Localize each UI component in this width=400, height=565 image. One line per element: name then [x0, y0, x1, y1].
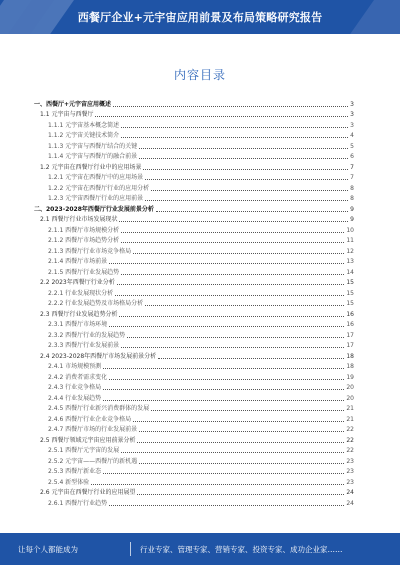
toc-entry-text: 2.1.1 西餐厅市场规模分析: [48, 226, 120, 234]
toc-entry-text: 1.2.1 元宇宙在西餐厅中的应用场景: [48, 174, 144, 181]
toc-entry[interactable]: [34, 150, 354, 161]
toc-page-number: 22: [346, 436, 354, 444]
toc-leader-dots: [139, 148, 348, 149]
toc-page-number: 23: [346, 478, 354, 486]
toc-page-number: 8: [350, 195, 354, 202]
table-of-contents: [34, 97, 354, 507]
toc-leader-dots: [103, 389, 344, 390]
toc-page-number: 11: [346, 237, 354, 244]
toc-entry[interactable]: [34, 475, 354, 486]
toc-page-number: 24: [346, 489, 354, 496]
toc-entry-text: 2.3.3 西餐厅行业发展前景: [48, 342, 120, 349]
toc-entry[interactable]: [34, 339, 354, 350]
toc-entry-text: 2.6 元宇宙在西餐厅行业的应用展望: [40, 489, 136, 496]
toc-page-number: 3: [350, 121, 354, 129]
toc-entry[interactable]: [34, 139, 354, 150]
toc-page-number: 16: [346, 310, 354, 318]
toc-entry-text: 2.4.7 西餐厅市场的行业发展前景: [48, 426, 138, 433]
toc-entry-text: 2.4.4 行业发展趋势: [48, 394, 102, 402]
toc-entry[interactable]: [34, 118, 354, 129]
toc-entry-text: 2.5.2 元宇宙——西餐厅的新机遇: [48, 457, 138, 465]
toc-page-number: 20: [346, 394, 354, 402]
toc-entry-text: 2.3.1 西餐厅市场环境: [48, 321, 108, 328]
toc-page-number: 15: [346, 289, 354, 297]
toc-entry[interactable]: [34, 381, 354, 392]
toc-entry-text: 2.2.2 行业发展趋势及市场格局分析: [48, 300, 144, 307]
toc-leader-dots: [121, 242, 344, 243]
toc-leader-dots: [121, 127, 348, 128]
toc-leader-dots: [121, 452, 344, 453]
toc-entry[interactable]: [34, 160, 354, 171]
toc-leader-dots: [119, 221, 348, 222]
toc-entry-text: 2.3.2 西餐厅行业的发展趋势: [48, 331, 126, 339]
toc-entry[interactable]: [34, 202, 354, 213]
toc-page-number: 9: [350, 216, 354, 223]
toc-entry-text: 1.2.2 元宇宙在西餐厅行业的应用分析: [48, 184, 150, 192]
toc-leader-dots: [117, 284, 345, 285]
toc-leader-dots: [133, 421, 344, 422]
toc-entry-text: 2.5 西餐厅领域元宇宙应用前景分析: [40, 436, 136, 444]
toc-entry-text: 1.1.2 元宇宙关键技术简介: [48, 132, 120, 139]
toc-leader-dots: [121, 347, 344, 348]
toc-leader-dots: [139, 463, 344, 464]
toc-leader-dots: [139, 431, 344, 432]
toc-page-number: 18: [346, 363, 354, 370]
toc-entry[interactable]: [34, 465, 354, 476]
toc-leader-dots: [115, 295, 344, 296]
toc-leader-dots: [137, 494, 344, 495]
toc-page-number: 16: [346, 321, 354, 328]
toc-page-number: 17: [346, 331, 354, 339]
toc-entry[interactable]: [34, 244, 354, 255]
toc-page-number: 15: [346, 279, 354, 286]
toc-page-number: 21: [346, 405, 354, 412]
toc-page-number: 14: [346, 268, 354, 276]
toc-entry[interactable]: [34, 412, 354, 423]
toc-entry-text: 1.1.1 元宇宙基本概念简述: [48, 121, 120, 129]
toc-entry-text: 2.4.5 西餐厅行业新兴消费群体的发展: [48, 405, 150, 412]
toc-page-number: 13: [346, 258, 354, 265]
toc-entry-text: 2.1.3 西餐厅行业市场竞争格局: [48, 247, 132, 255]
toc-page-number: 22: [346, 426, 354, 433]
toc-leader-dots: [103, 473, 344, 474]
toc-entry[interactable]: [34, 129, 354, 140]
toc-entry-text: 2.2.1 行业发展现状分析: [48, 289, 114, 297]
toc-page-number: 18: [346, 352, 354, 360]
toc-entry[interactable]: [34, 318, 354, 329]
toc-entry[interactable]: [34, 97, 354, 108]
toc-leader-dots: [151, 410, 344, 411]
toc-leader-dots: [145, 305, 344, 306]
toc-entry[interactable]: [34, 171, 354, 182]
toc-leader-dots: [121, 232, 344, 233]
toc-page-number: 7: [350, 163, 354, 171]
toc-entry[interactable]: [34, 276, 354, 287]
toc-entry-text: 2.5.1 西餐厅元宇宙的发展: [48, 447, 120, 454]
toc-page-number: 5: [350, 142, 354, 150]
toc-entry[interactable]: [34, 370, 354, 381]
footer-divider: [130, 542, 131, 556]
toc-page-number: 10: [346, 226, 354, 234]
toc-entry-text: 2.1.5 西餐厅行业发展趋势: [48, 268, 120, 276]
toc-entry[interactable]: [34, 454, 354, 465]
toc-leader-dots: [139, 158, 348, 159]
toc-entry-text: 2.5.3 西餐厅新业态: [48, 468, 102, 475]
toc-page-number: 24: [346, 499, 354, 507]
toc-entry[interactable]: [34, 496, 354, 507]
toc-leader-dots: [109, 326, 344, 327]
toc-page-number: 3: [350, 111, 354, 118]
toc-entry[interactable]: [34, 349, 354, 360]
footer-roles: 行业专家、管理专家、营销专家、投资专家、成功企业家……: [140, 545, 343, 554]
toc-page-number: 22: [346, 447, 354, 454]
toc-entry[interactable]: [34, 223, 354, 234]
toc-entry-text: 2.2 2023年西餐厅行业分析: [40, 279, 115, 286]
toc-leader-dots: [109, 505, 344, 506]
toc-page-number: 19: [346, 373, 354, 381]
toc-entry[interactable]: [34, 307, 354, 318]
toc-entry[interactable]: [34, 213, 354, 224]
toc-entry[interactable]: [34, 402, 354, 413]
toc-entry-text: 2.1.2 西餐厅市场趋势分析: [48, 237, 120, 244]
toc-entry-text: 2.4.3 行业竞争格局: [48, 384, 102, 391]
toc-entry-text: 二、2023-2028年西餐厅行业发展前景分析: [34, 205, 154, 213]
toc-leader-dots: [143, 169, 348, 170]
toc-entry-text: 一、西餐厅+元宇宙应用概述: [34, 100, 112, 108]
report-footer: [0, 533, 400, 565]
toc-leader-dots: [109, 379, 344, 380]
toc-entry[interactable]: [34, 286, 354, 297]
toc-leader-dots: [103, 368, 344, 369]
toc-entry[interactable]: [34, 391, 354, 402]
toc-page-number: 3: [350, 100, 354, 108]
toc-entry-text: 2.6.1 西餐厅行业趋势: [48, 499, 108, 507]
toc-leader-dots: [158, 358, 344, 359]
toc-leader-dots: [95, 116, 348, 117]
toc-entry[interactable]: [34, 486, 354, 497]
toc-leader-dots: [151, 190, 348, 191]
toc-page-number: 23: [346, 457, 354, 465]
toc-leader-dots: [109, 263, 344, 264]
toc-leader-dots: [156, 211, 348, 212]
toc-leader-dots: [119, 316, 344, 317]
toc-page-number: 4: [350, 132, 354, 139]
toc-entry[interactable]: [34, 360, 354, 371]
toc-leader-dots: [113, 106, 348, 107]
toc-leader-dots: [145, 179, 348, 180]
toc-page-number: 23: [346, 468, 354, 475]
toc-leader-dots: [137, 442, 344, 443]
toc-page-number: 20: [346, 384, 354, 391]
toc-entry-text: 1.2.3 元宇宙西餐厅行业的应用前景: [48, 195, 144, 202]
toc-leader-dots: [91, 484, 344, 485]
toc-entry-text: 2.1.4 西餐厅市场前景: [48, 258, 108, 265]
toc-entry-text: 2.4 2023-2028年西餐厅市场发展前景分析: [40, 352, 157, 360]
toc-leader-dots: [133, 253, 344, 254]
toc-page-number: 12: [346, 247, 354, 255]
toc-entry[interactable]: [34, 423, 354, 434]
toc-entry-text: 2.4.1 市场规模预测: [48, 363, 102, 370]
toc-leader-dots: [121, 137, 348, 138]
toc-entry-text: 1.1.4 元宇宙与西餐厅的融合前景: [48, 153, 138, 160]
toc-entry-text: 1.1 元宇宙与西餐厅: [40, 111, 94, 118]
toc-page-number: 7: [350, 174, 354, 181]
toc-entry-text: 1.2 元宇宙在西餐厅行业中的应用场景: [40, 163, 142, 171]
toc-entry[interactable]: [34, 234, 354, 245]
toc-page-number: 15: [346, 300, 354, 307]
toc-page-number: 8: [350, 184, 354, 192]
toc-entry[interactable]: [34, 433, 354, 444]
toc-leader-dots: [127, 337, 344, 338]
toc-entry[interactable]: [34, 255, 354, 266]
toc-entry-text: 2.3 西餐厅行业发展趋势分析: [40, 310, 118, 318]
toc-leader-dots: [145, 200, 348, 201]
toc-entry[interactable]: [34, 444, 354, 455]
report-header: [0, 0, 400, 34]
toc-page-number: 6: [350, 153, 354, 160]
toc-entry-text: 2.5.4 新型体验: [48, 478, 90, 486]
toc-entry-text: 2.1 西餐厅行业市场发展现状: [40, 216, 118, 223]
toc-entry[interactable]: [34, 297, 354, 308]
toc-leader-dots: [121, 274, 344, 275]
report-title: 西餐厅企业+元宇宙应用前景及布局策略研究报告: [77, 11, 323, 24]
toc-page-number: 21: [346, 415, 354, 423]
toc-heading: 内容目录: [173, 68, 226, 82]
toc-page-number: 17: [346, 342, 354, 349]
toc-entry[interactable]: [34, 108, 354, 119]
toc-entry[interactable]: [34, 265, 354, 276]
footer-slogan: 让每个人都能成为: [18, 545, 78, 554]
toc-entry[interactable]: [34, 181, 354, 192]
toc-entry[interactable]: [34, 192, 354, 203]
toc-entry-text: 2.4.2 消费者需求变化: [48, 373, 108, 381]
toc-entry[interactable]: [34, 328, 354, 339]
toc-page-number: 9: [350, 205, 354, 213]
toc-entry-text: 1.1.3 元宇宙与西餐厅结合的关键: [48, 142, 138, 150]
toc-entry-text: 2.4.6 西餐厅行业企业竞争格局: [48, 415, 132, 423]
toc-leader-dots: [103, 400, 344, 401]
